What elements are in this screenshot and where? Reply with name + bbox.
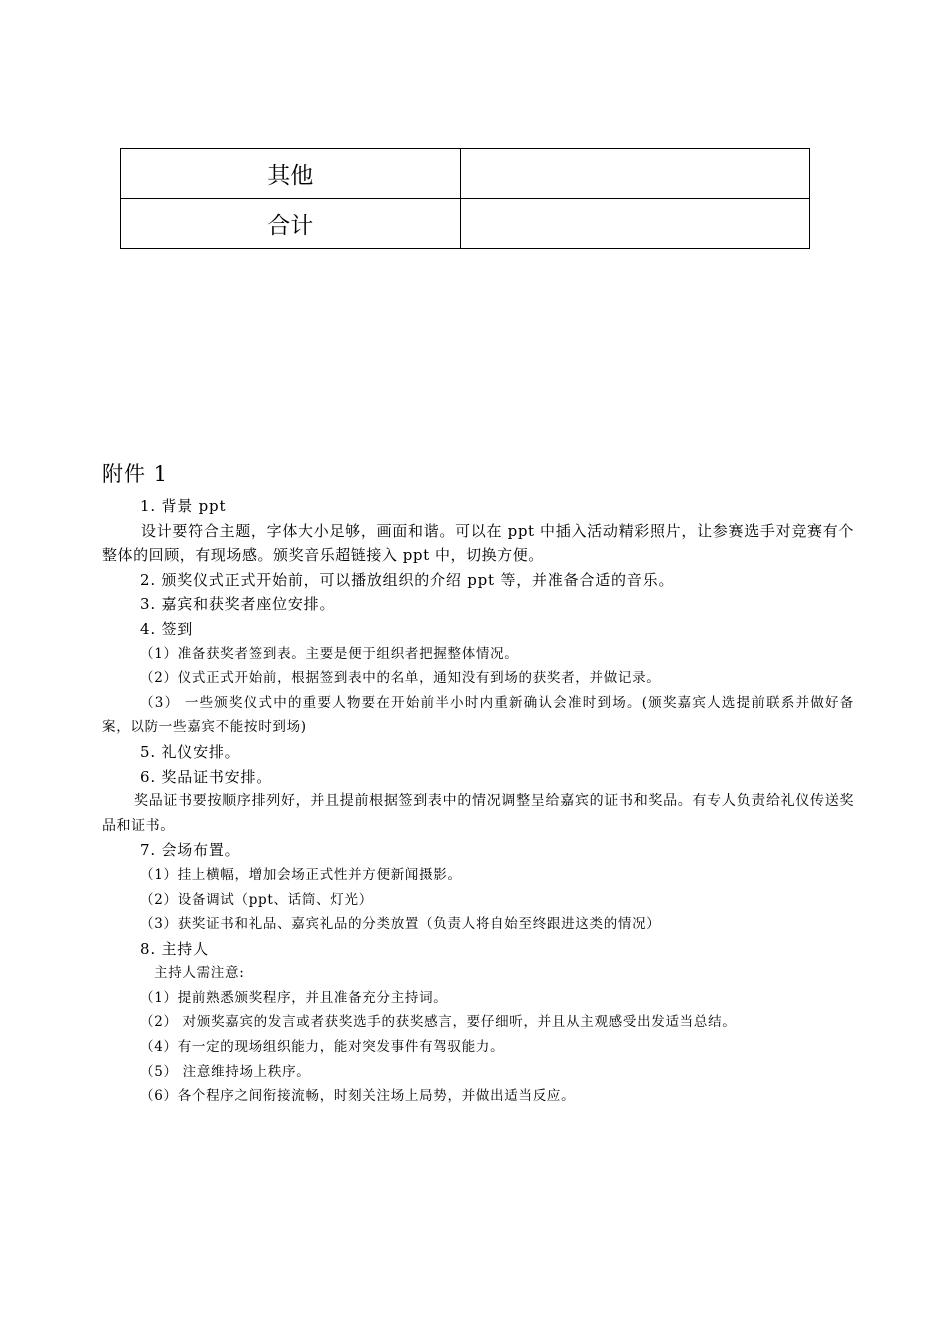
table-row <box>121 199 810 249</box>
item-8-sub-1: （1）提前熟悉颁奖程序，并且准备充分主持词。 <box>140 989 448 1006</box>
budget-table <box>120 148 810 249</box>
item-8-sub-5: （5） 注意维持场上秩序。 <box>140 1063 311 1080</box>
item-8-sub-4: （4）有一定的现场组织能力，能对突发事件有驾驭能力。 <box>140 1039 505 1056</box>
item-6-title: 6. 奖品证书安排。 <box>140 767 273 786</box>
table-cell-value <box>460 199 809 249</box>
item-4-sub-2: （2）仪式正式开始前，根据签到表中的名单，通知没有到场的获奖者，并做记录。 <box>140 670 661 687</box>
item-8-intro: 主持人需注意: <box>154 965 245 982</box>
table-cell-value <box>460 149 809 199</box>
item-5: 5. 礼仪安排。 <box>140 742 241 761</box>
attachment-section <box>102 458 854 1109</box>
item-7-sub-3: （3）获奖证书和礼品、嘉宾礼品的分类放置（负责人将自始至终跟进这类的情况） <box>140 916 661 933</box>
item-3: 3. 嘉宾和获奖者座位安排。 <box>140 595 336 614</box>
item-8-sub-6: （6）各个程序之间衔接流畅，时刻关注场上局势，并做出适当反应。 <box>140 1088 576 1105</box>
table-cell-label: 合计 <box>121 199 461 249</box>
item-8-title: 8. 主持人 <box>140 939 209 958</box>
item-7-title: 7. 会场布置。 <box>140 841 241 860</box>
item-4-title: 4. 签到 <box>140 619 194 638</box>
item-6-body: 奖品证书要按顺序排列好，并且提前根据签到表中的情况调整呈给嘉宾的证书和奖品。有专人负责给礼仪传送奖品和证书。 <box>102 793 854 834</box>
item-8-sub-2: （2） 对颁奖嘉宾的发言或者获奖选手的获奖感言，要仔细听，并且从主观感受出发适当总结。 <box>140 1014 737 1031</box>
item-7-sub-1: （1）挂上横幅，增加会场正式性并方便新闻摄影。 <box>140 866 462 883</box>
item-4-sub-3: （3） 一些颁奖仪式中的重要人物要在开始前半小时内重新确认会准时到场。(颁奖嘉宾人选提前联系并做好备案，以防一些嘉宾不能按时到场) <box>102 694 854 736</box>
attachment-heading: 附件 1 <box>102 462 169 486</box>
item-7-sub-2: （2）设备调试（ppt、话筒、灯光） <box>140 891 373 908</box>
item-2: 2. 颁奖仪式正式开始前，可以播放组织的介绍 ppt 等，并准备合适的音乐。 <box>140 570 675 589</box>
item-4-sub-1: （1）准备获奖者签到表。主要是便于组织者把握整体情况。 <box>140 645 519 662</box>
item-1-title: 1. 背景 ppt <box>140 497 227 515</box>
table-cell-label: 其他 <box>121 149 461 199</box>
item-1-body: 设计要符合主题，字体大小足够，画面和谐。可以在 ppt 中插入活动精彩照片，让参赛选手对竞赛有个整体的回顾，有现场感。颁奖音乐超链接入 ppt 中，切换方便。 <box>102 521 854 565</box>
table-row <box>121 149 810 199</box>
